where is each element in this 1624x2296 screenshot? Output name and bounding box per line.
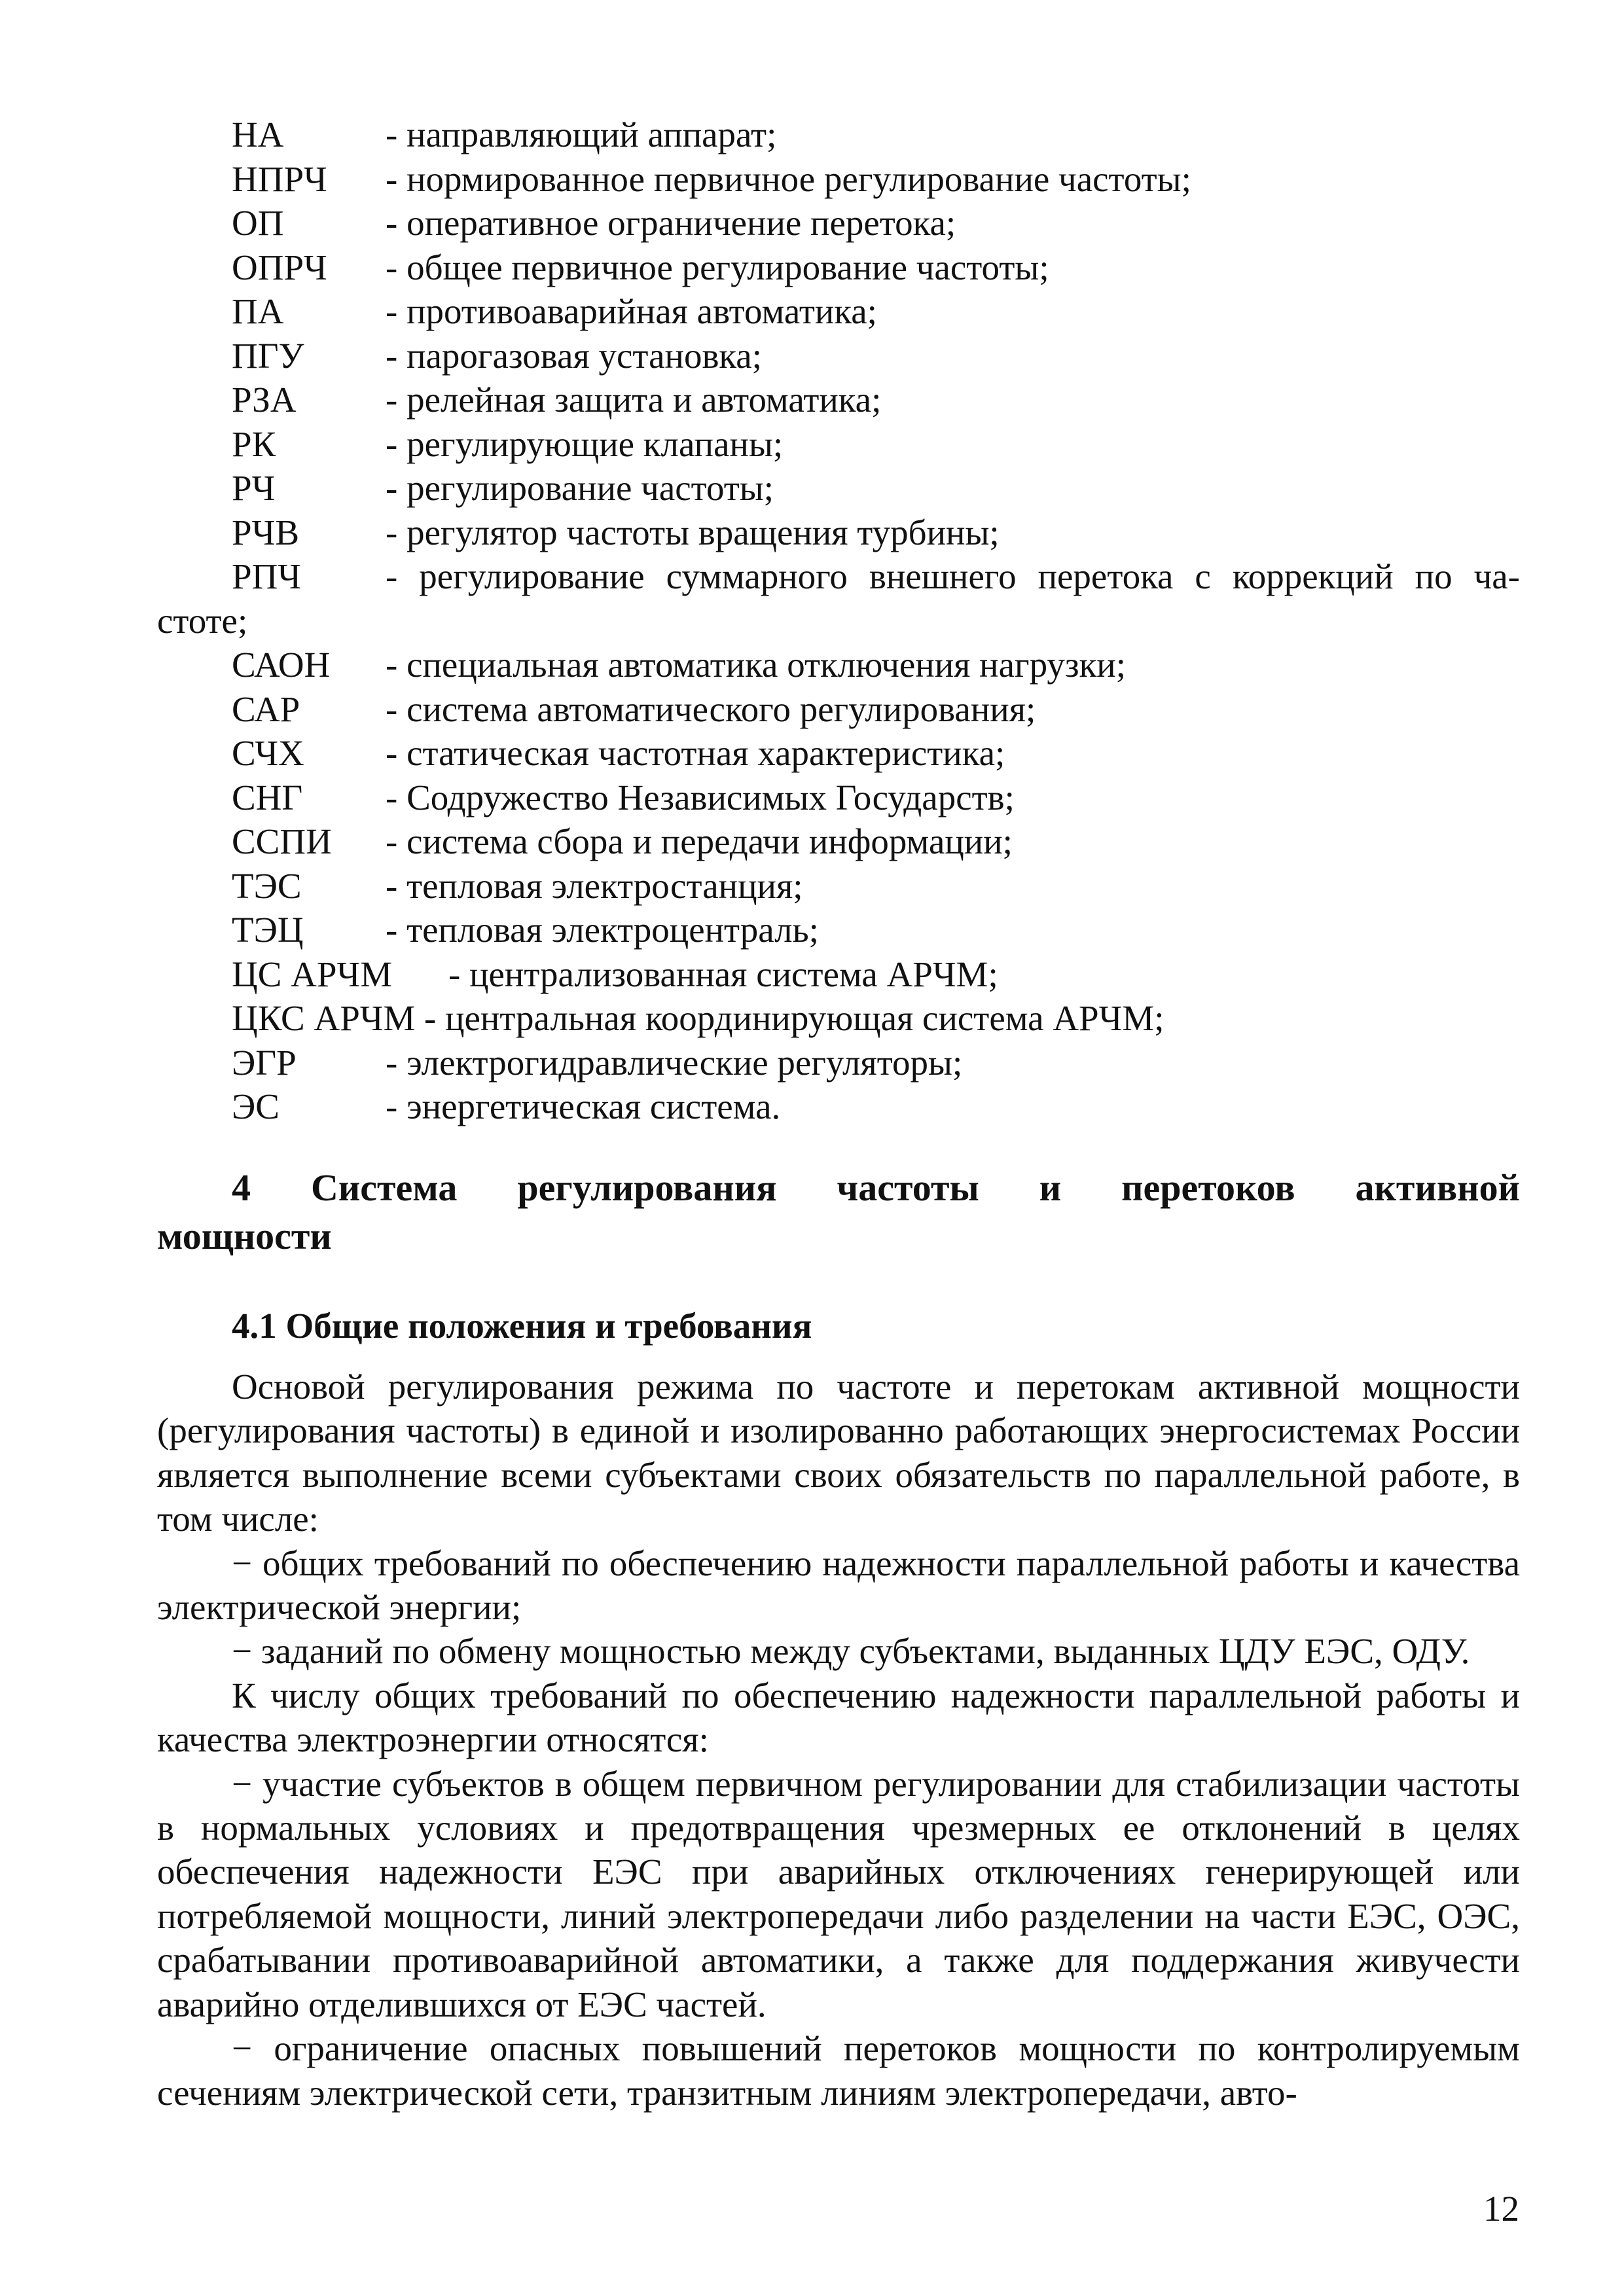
paragraph: − заданий по обмену мощностью между субъектами, выданных ЦДУ ЕЭС, ОДУ. bbox=[232, 1631, 1470, 1672]
page-number: 12 bbox=[1483, 2189, 1519, 2229]
paragraph: Основой регулирования режима по частоте и перетокам активной мощности (регулирования частоты) в единой и изолированно работающих энергосистемах России является выполнение всеми субъектами своих обязательств по параллельной работе, в том числе: bbox=[157, 1367, 1520, 1539]
abbreviation-item bbox=[157, 334, 1520, 378]
abbreviation-definition: - парогазовая установка; bbox=[386, 335, 763, 376]
abbreviation-term: РЧ bbox=[232, 468, 276, 508]
abbreviation-item bbox=[157, 201, 1520, 245]
abbreviation-definition-continuation: стоте; bbox=[157, 600, 248, 641]
abbreviation-term: ЦС АРЧМ bbox=[232, 954, 393, 994]
abbreviation-item bbox=[157, 113, 1520, 157]
abbreviation-definition: - тепловая электроцентраль; bbox=[386, 910, 819, 950]
abbreviation-item bbox=[157, 952, 1520, 997]
paragraph: К числу общих требований по обеспечению надежности параллельной работы и качества электроэнергии относятся: bbox=[157, 1675, 1520, 1760]
abbreviation-term: НПРЧ bbox=[232, 158, 327, 199]
body-text bbox=[157, 1365, 1520, 2115]
paragraph: − общих требований по обеспечению надежности параллельной работы и качества электрической энергии; bbox=[157, 1543, 1520, 1628]
abbreviation-definition: - статическая частотная характеристика; bbox=[386, 733, 1005, 773]
abbreviation-term: РЗА bbox=[232, 380, 297, 420]
abbreviation-term: РК bbox=[232, 423, 276, 464]
abbreviation-definition: - оперативное ограничение перетока; bbox=[386, 203, 956, 243]
abbreviation-definition: - противоаварийная автоматика; bbox=[386, 291, 877, 331]
abbreviation-term: ЭС bbox=[232, 1086, 280, 1126]
abbreviation-item bbox=[157, 776, 1520, 820]
abbreviation-term: РПЧ bbox=[232, 556, 302, 596]
abbreviation-item bbox=[157, 1085, 1520, 1129]
abbreviation-term: НА bbox=[232, 115, 284, 154]
abbreviation-definition: - Содружество Независимых Государств; bbox=[386, 777, 1015, 817]
abbreviation-item bbox=[157, 422, 1520, 467]
abbreviation-definition: - регулирующие клапаны; bbox=[386, 423, 784, 464]
abbreviation-item bbox=[157, 643, 1520, 687]
section-heading-line-1: 4 Система регулирования частоты и перетоков активной bbox=[232, 1166, 1520, 1209]
subsection-heading: 4.1 Общие положения и требования bbox=[232, 1306, 812, 1346]
section-heading bbox=[157, 1164, 1520, 1261]
abbreviation-term: ПА bbox=[232, 291, 284, 331]
abbreviation-term: ЦКС АРЧМ bbox=[232, 998, 416, 1038]
abbreviation-term: ЭГР bbox=[232, 1042, 297, 1083]
abbreviation-term: ТЭС bbox=[232, 865, 302, 906]
abbreviation-definition: - электрогидравлические регуляторы; bbox=[386, 1042, 963, 1083]
abbreviation-definition: - энергетическая система. bbox=[386, 1086, 781, 1126]
abbreviation-definition: - тепловая электростанция; bbox=[386, 865, 803, 906]
abbreviation-item bbox=[157, 289, 1520, 334]
paragraph: − участие субъектов в общем первичном регулировании для стабилизации частоты в нормальных условиях и предотвращения чрезмерных ее отклонений в целях обеспечения надежности ЕЭС при аварийных отключениях генерирующей или потребляемой мощности, линий электропередачи либо разделении на части ЕЭС, ОЭС, срабатывании противоаварийной автоматики, а также для поддержания живучести аварийно отделившихся от ЕЭС частей. bbox=[157, 1763, 1520, 2024]
section-heading-line-2: мощности bbox=[157, 1215, 332, 1257]
abbreviation-definition: - система автоматического регулирования; bbox=[386, 689, 1036, 729]
abbreviation-term: СЧХ bbox=[232, 733, 304, 773]
abbreviation-item bbox=[157, 908, 1520, 952]
abbreviation-definition: - общее первичное регулирование частоты; bbox=[386, 247, 1049, 287]
abbreviation-term: ПГУ bbox=[232, 335, 304, 376]
abbreviation-definition: - регулятор частоты вращения турбины; bbox=[386, 512, 1000, 552]
abbreviation-term: САР bbox=[232, 689, 300, 729]
abbreviation-definition: - система сбора и передачи информации; bbox=[386, 821, 1013, 861]
abbreviation-definition: - нормированное первичное регулирование частоты; bbox=[386, 158, 1191, 199]
abbreviation-item bbox=[157, 1041, 1520, 1085]
abbreviation-item bbox=[157, 687, 1520, 732]
abbreviation-list bbox=[157, 113, 1520, 1129]
abbreviation-term: ОПРЧ bbox=[232, 247, 327, 287]
abbreviation-term: РЧВ bbox=[232, 512, 300, 552]
abbreviation-item bbox=[157, 157, 1520, 202]
abbreviation-item bbox=[157, 996, 1520, 1041]
abbreviation-item bbox=[157, 466, 1520, 511]
abbreviation-item bbox=[157, 511, 1520, 555]
abbreviation-definition: - централизованная система АРЧМ; bbox=[448, 954, 998, 994]
abbreviation-term: ССПИ bbox=[232, 821, 332, 861]
abbreviation-term: ТЭЦ bbox=[232, 910, 304, 950]
abbreviation-definition: - релейная защита и автоматика; bbox=[386, 380, 882, 420]
paragraph: − ограничение опасных повышений перетоков мощности по контролируемым сечениям электрической сети, транзитным линиям электропередачи, авто- bbox=[157, 2028, 1520, 2113]
abbreviation-definition: - регулирование частоты; bbox=[386, 468, 774, 508]
abbreviation-term: САОН bbox=[232, 645, 331, 685]
abbreviation-item bbox=[157, 731, 1520, 776]
abbreviation-item bbox=[157, 554, 1520, 643]
abbreviation-term: СНГ bbox=[232, 777, 303, 817]
abbreviation-definition: - регулирование суммарного внешнего перетока с коррекций по ча- bbox=[386, 556, 1520, 596]
abbreviation-item bbox=[157, 245, 1520, 290]
abbreviation-item bbox=[157, 378, 1520, 422]
abbreviation-item bbox=[157, 819, 1520, 864]
abbreviation-item bbox=[157, 864, 1520, 908]
abbreviation-definition: - центральная координирующая система АРЧМ; bbox=[424, 998, 1164, 1038]
abbreviation-definition: - специальная автоматика отключения нагрузки; bbox=[386, 645, 1127, 685]
abbreviation-definition: - направляющий аппарат; bbox=[386, 115, 777, 154]
abbreviation-term: ОП bbox=[232, 203, 284, 243]
